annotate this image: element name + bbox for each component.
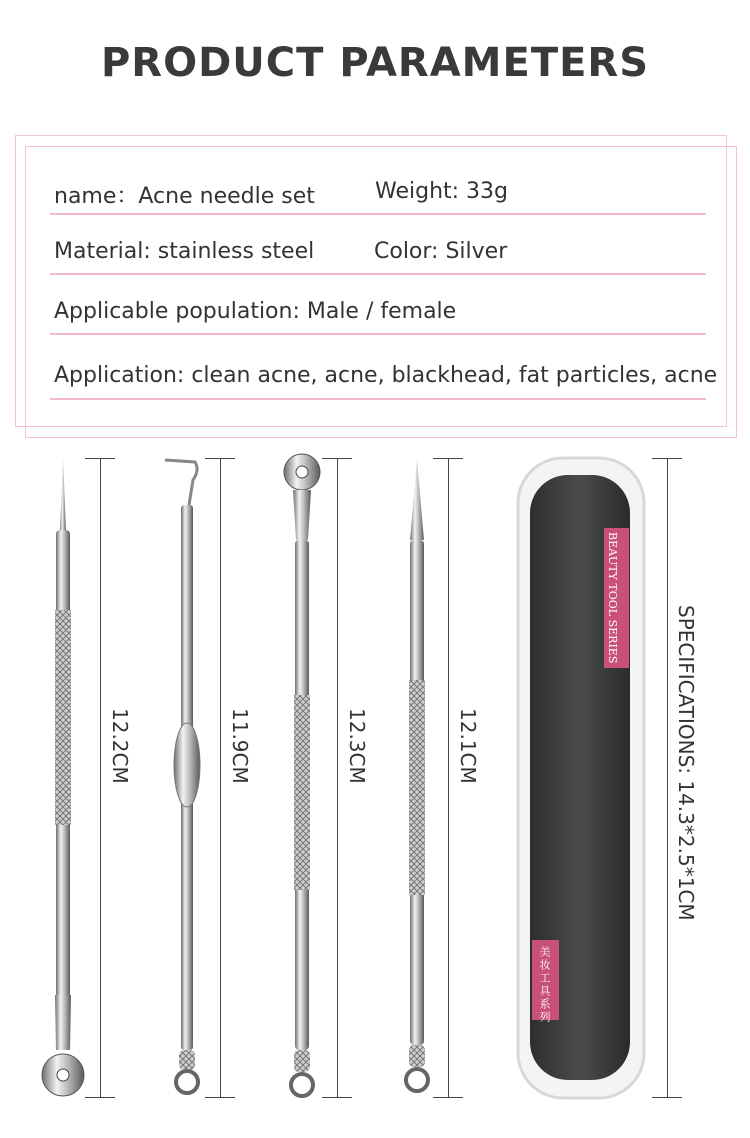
tool-hook-loop (165, 460, 200, 1093)
dim-cap-bottom-4 (433, 1097, 463, 1098)
dim-line-case (667, 458, 668, 1098)
dim-line-2 (220, 458, 221, 1098)
case-label-cn: 美妆工具系列 (538, 946, 551, 1024)
dim-line-3 (337, 458, 338, 1098)
tool-length-2: 11.9CM (228, 708, 252, 784)
param-name: name：Acne needle set (54, 184, 315, 209)
tool-length-3: 12.3CM (345, 708, 369, 784)
tool-needle-spoon (42, 458, 84, 1096)
dim-cap-bottom-2 (205, 1097, 235, 1098)
dim-line-4 (448, 458, 449, 1098)
dim-line-1 (100, 458, 101, 1098)
param-color: Color: Silver (374, 239, 508, 264)
param-application: Application: clean acne, acne, blackhead, fat particles, acne (54, 363, 718, 388)
param-material: Material: stainless steel (54, 239, 315, 264)
dim-cap-bottom-3 (322, 1097, 352, 1098)
param-population: Applicable population: Male / female (54, 299, 457, 324)
tool-needle-loop (406, 460, 428, 1091)
case-specifications: SPECIFICATIONS: 14.3*2.5*1CM (674, 605, 698, 921)
page-title: PRODUCT PARAMETERS (100, 40, 650, 86)
dim-cap-bottom-1 (85, 1097, 115, 1098)
tool-length-1: 12.2CM (108, 708, 132, 784)
param-weight: Weight: 33g (375, 179, 509, 204)
tool-length-4: 12.1CM (456, 708, 480, 784)
tool-spoon-loop (284, 454, 320, 1096)
case-label-en: BEAUTY TOOL SERIES (606, 532, 619, 664)
dim-cap-bottom-case (652, 1097, 682, 1098)
